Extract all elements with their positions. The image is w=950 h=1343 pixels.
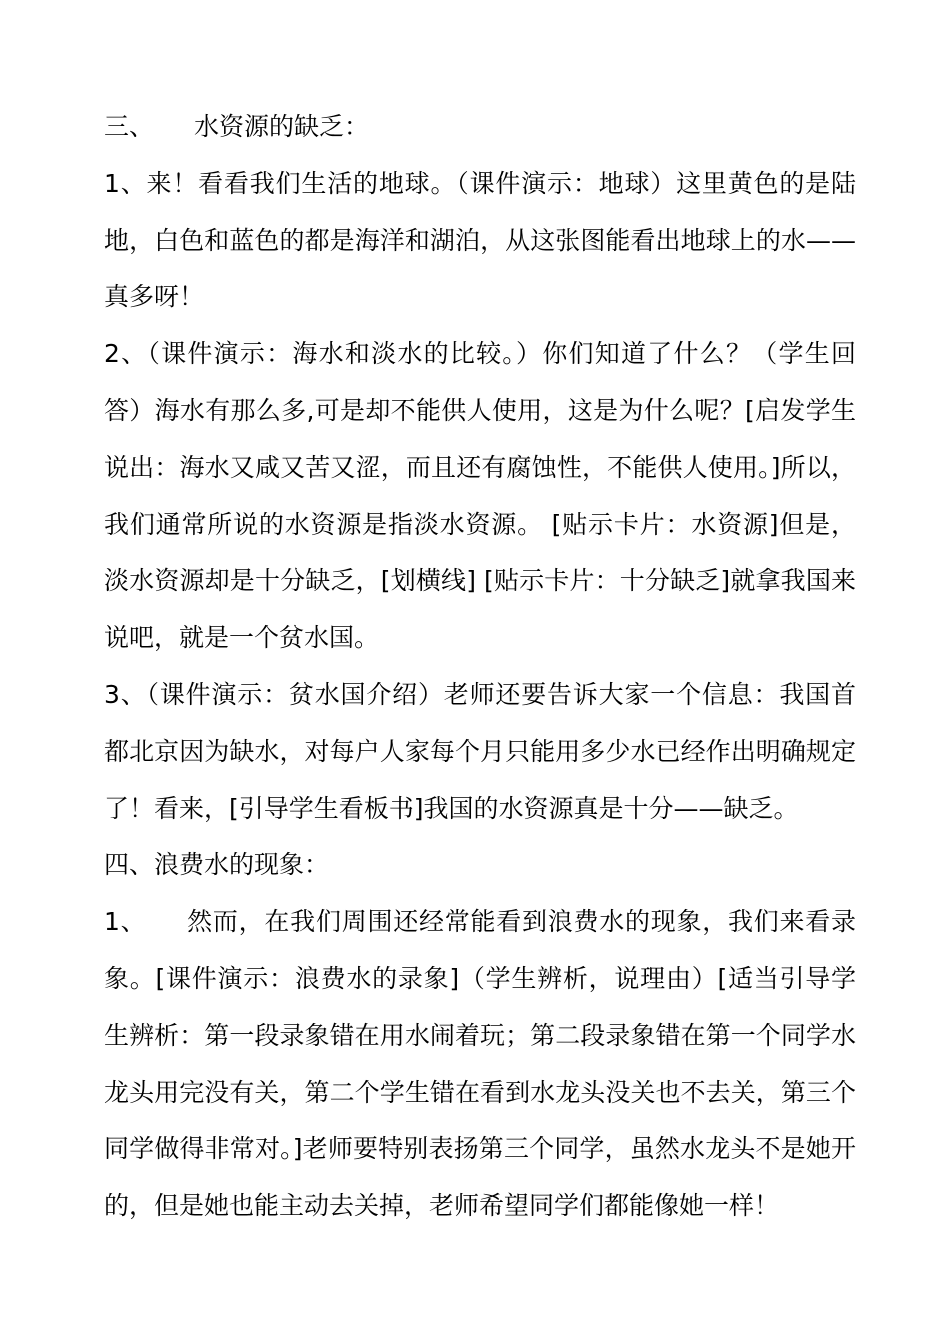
section-heading-water-waste: 四、浪费水的现象： bbox=[104, 850, 330, 880]
paragraph-waste-video bbox=[104, 894, 856, 1235]
item-number: 1、 bbox=[104, 907, 147, 937]
paragraph-water-poor-country: 3、（课件演示：贫水国介绍）老师还要告诉大家一个信息：我国首都北京因为缺水，对每户人家每个月只能用多少水已经作出明确规定了！看来，[引导学生看板书]我国的水资源真是十分——缺乏。 bbox=[104, 679, 856, 823]
document-page bbox=[104, 99, 856, 1235]
section-heading-water-shortage bbox=[104, 99, 856, 156]
item-text: 然而，在我们周围还经常能看到浪费水的现象，我们来看录象。[课件演示：浪费水的录象]（学生辨析，说理由）[适当引导学生辨析：第一段录象错在用水闹着玩；第二段录象错在第一个同学水龙头用完没有关，第二个学生错在看到水龙头没关也不去关，第三个同学做得非常对。]老师要特别表扬第三个同学，虽然水龙头不是她开的，但是她也能主动去关掉，老师希望同学们都能像她一样！ bbox=[104, 907, 856, 1221]
section-number: 三、 bbox=[104, 112, 155, 141]
paragraph-seawater-freshwater: 2、（课件演示：海水和淡水的比较。）你们知道了什么？（学生回答）海水有那么多,可是却不能供人使用，这是为什么呢？[启发学生说出：海水又咸又苦又涩，而且还有腐蚀性，不能供人使用。]所以，我们通常所说的水资源是指淡水资源。 [贴示卡片：水资源]但是，淡水资源却是十分缺乏，[划横线] [贴示卡片：十分缺乏]就拿我国来说吧，就是一个贫水国。 bbox=[104, 339, 856, 653]
section-title: 水资源的缺乏： bbox=[194, 112, 370, 141]
paragraph-earth-water: 1、来！看看我们生活的地球。（课件演示：地球）这里黄色的是陆地，白色和蓝色的都是海洋和湖泊，从这张图能看出地球上的水——真多呀！ bbox=[104, 168, 856, 312]
